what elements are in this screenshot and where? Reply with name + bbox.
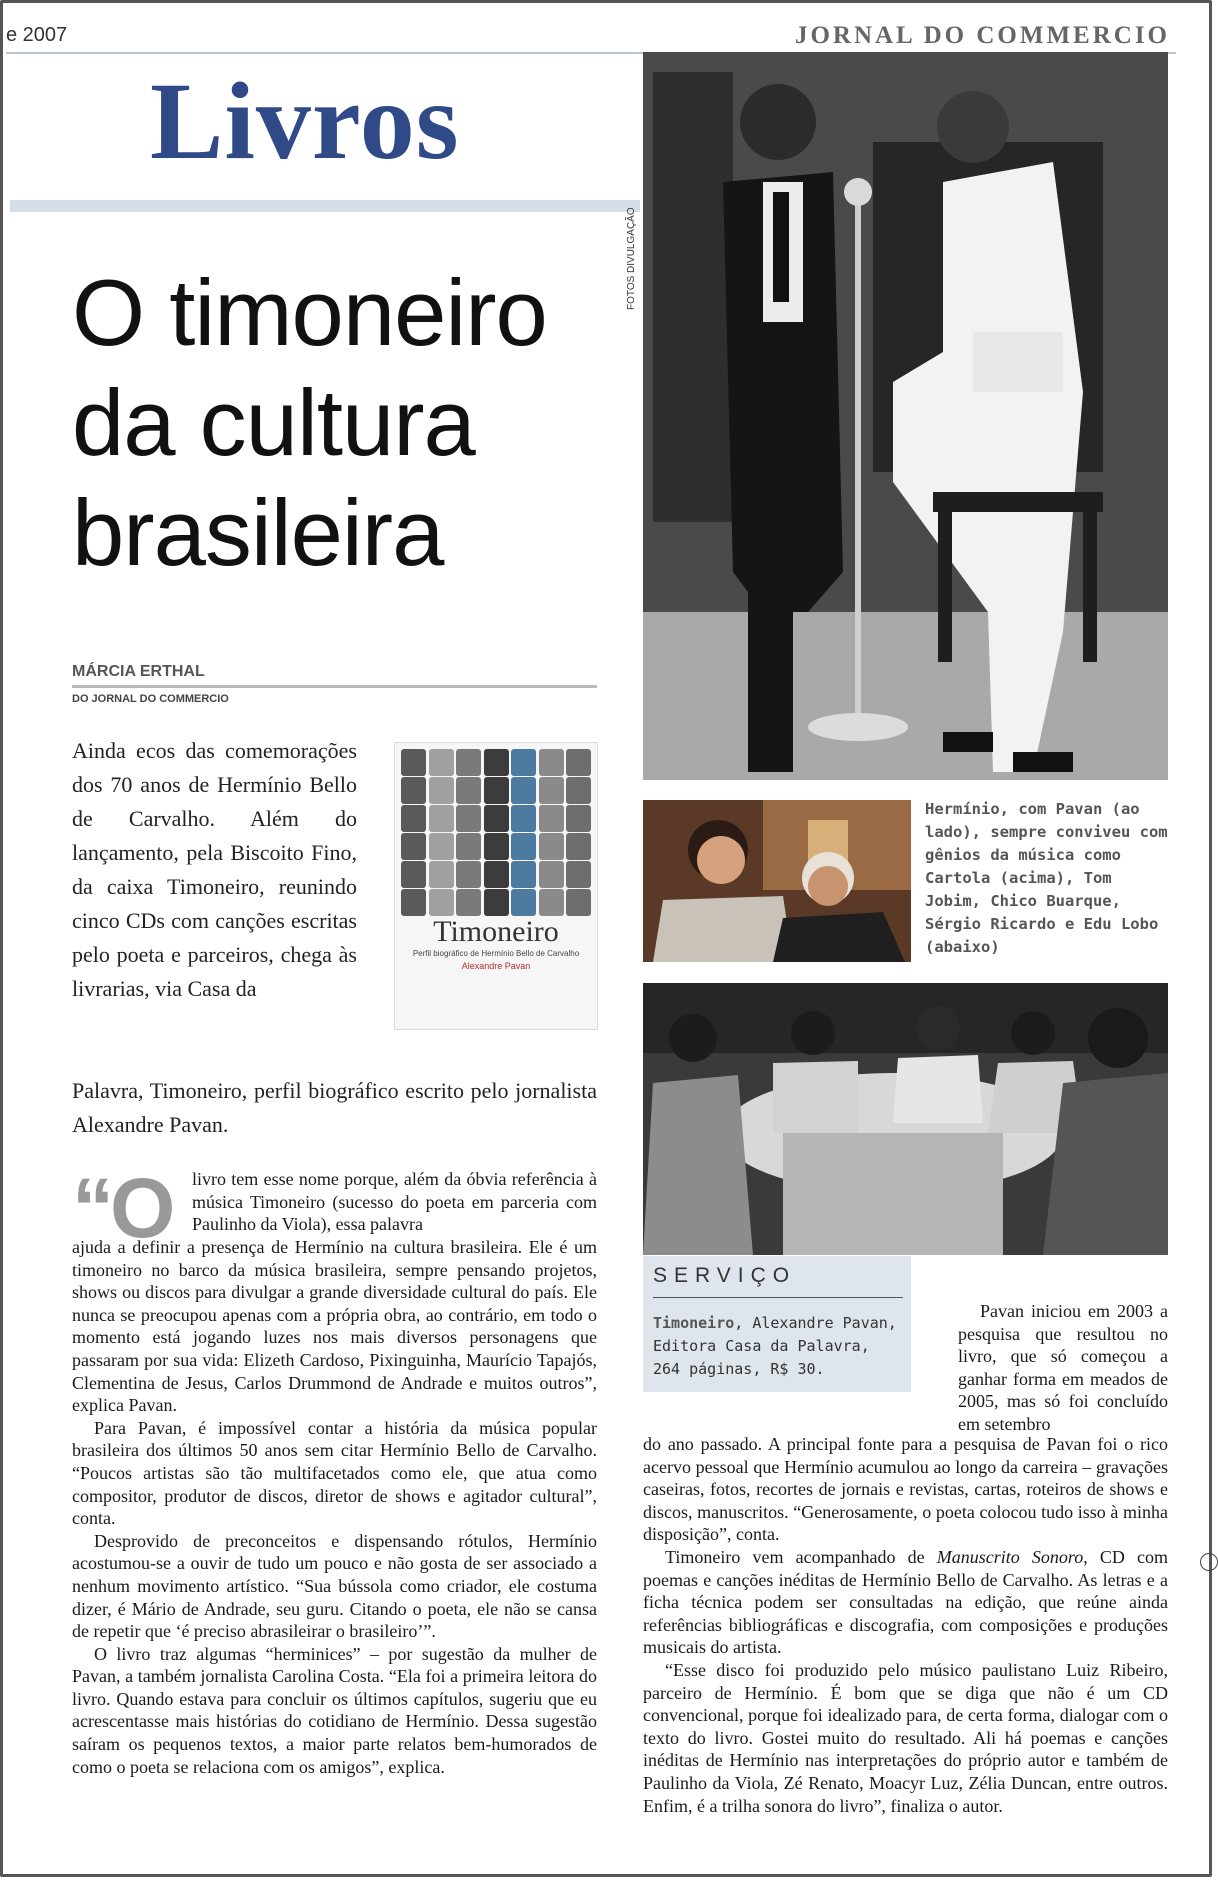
cover-portrait bbox=[429, 805, 454, 832]
cover-portrait bbox=[511, 805, 536, 832]
cover-portrait bbox=[401, 777, 426, 804]
cover-title: Timoneiro bbox=[433, 915, 559, 948]
body-right-column bbox=[643, 1433, 1168, 1817]
lead-paragraph-part1: Ainda ecos das comemorações dos 70 anos de Hermínio Bello de Carvalho. Além do lançamento, pela Biscoito Fino, da caixa Timoneiro, reunindo cinco CDs com canções escritas pelo poeta e parceiros, chega às livrarias, via Casa da bbox=[72, 738, 357, 1001]
photo-small-illustration bbox=[643, 800, 911, 962]
cover-portrait bbox=[511, 749, 536, 776]
cover-subtitle: Perfil biográfico de Hermínio Bello de Carvalho bbox=[412, 949, 580, 958]
cover-portrait bbox=[539, 861, 564, 888]
lead-paragraph-part2: Palavra, Timoneiro, perfil biográfico escrito pelo jornalista Alexandre Pavan. bbox=[72, 1078, 597, 1137]
newspaper-name: JORNAL DO COMMERCIO bbox=[794, 22, 1170, 49]
cover-portrait bbox=[511, 777, 536, 804]
cover-portrait bbox=[566, 749, 591, 776]
cover-portrait bbox=[484, 805, 509, 832]
cover-portrait bbox=[456, 777, 481, 804]
cover-portrait bbox=[511, 889, 536, 916]
cover-portrait bbox=[484, 777, 509, 804]
photo-caption: Hermínio, com Pavan (ao lado), sempre conviveu com gênios da música como Cartola (acima), Tom Jobim, Chico Buarque, Sérgio Ricardo e Edu Lobo (abaixo) bbox=[925, 800, 1168, 956]
headline: O timoneiro da cultura brasileira bbox=[72, 260, 547, 585]
cover-portrait bbox=[566, 889, 591, 916]
body-right-p2 bbox=[643, 1546, 1168, 1659]
cover-portrait bbox=[539, 833, 564, 860]
cover-portrait bbox=[401, 749, 426, 776]
body-right-p1-rest: do ano passado. A principal fonte para a pesquisa de Pavan foi o rico acervo pessoal que Hermínio acumulou ao longo da carreira – gravações caseiras, fotos, recortes de jornais e revistas, cartas, roteiros de shows e discos, manuscritos. “Generosamente, o poeta colocou tudo isso à minha disposição”, conta. bbox=[643, 1434, 1168, 1545]
cover-portrait bbox=[401, 861, 426, 888]
body-left-p2: Para Pavan, é impossível contar a história da música popular brasileira dos últimos 50 anos sem citar Hermínio Bello de Carvalho. “Poucos artistas são tão multifacetados como ele, que atua como compositor, produtor de discos, diretor de shows e agitador cultural”, conta. bbox=[72, 1417, 597, 1529]
body-left-p1-start: livro tem esse nome porque, além da óbvia referência à música Timoneiro (sucesso do poeta em parceria com Paulinho da Viola), essa palavra bbox=[192, 1169, 597, 1235]
body-left-p3: Desprovido de preconceitos e dispensando rótulos, Hermínio acostumou-se a ouvir de tudo um pouco e não gosta de ser associado a nenhum movimento artístico. “Sua bússola como criador, ele costuma dizer, é Mário de Andrade, seu guru. Citando o poeta, ele não se cansa de repetir que ‘é preciso abrasileirar o brasileiro’”. bbox=[72, 1530, 597, 1642]
section-title: Livros bbox=[150, 60, 460, 182]
service-rule bbox=[653, 1297, 903, 1298]
body-right-p2-b: , CD com poemas e canções inéditas de Hermínio Bello de Carvalho. As letras e a ficha técnica podem ser consultadas na edição, que reúne ainda referências bibliográficas e discografia, com composições e produções musicais do artista. bbox=[643, 1546, 1168, 1658]
cover-portrait bbox=[511, 861, 536, 888]
cover-portrait bbox=[484, 749, 509, 776]
cover-portrait bbox=[566, 805, 591, 832]
cover-portrait bbox=[484, 861, 509, 888]
cover-portrait bbox=[484, 889, 509, 916]
service-text bbox=[653, 1312, 903, 1381]
photo-herminio-cartola bbox=[643, 52, 1168, 780]
cover-portrait bbox=[429, 889, 454, 916]
cover-portrait bbox=[429, 777, 454, 804]
body-left-p1-rest: ajuda a definir a presença de Hermínio na cultura brasileira. Ele é um timoneiro no barco da música brasileira, sempre pensando projetos, shows ou discos para divulgar a grande diversidade cultural do país. Ele nunca se preocupou apenas com a própria obra, ao contrário, em todo o momento está jogando luzes nos mais diversos personagens que passaram por sua vida: Elizeth Cardoso, Pixinguinha, Maurício Tapajós, Clementina de Jesus, Carlos Drummond de Andrade e muitos outros”, explica Pavan. bbox=[72, 1237, 597, 1416]
photo-credit: FOTOS DIVULGAÇÃO bbox=[626, 207, 637, 310]
edition-date: e 2007 bbox=[6, 24, 68, 46]
body-right-p3: “Esse disco foi produzido pelo músico paulistano Luiz Ribeiro, parceiro de Hermínio. É bom que se diga que não é um CD convencional, porque foi idealizado para, de certa forma, dialogar com o texto do livro. Gostei muito do resultado. Ali há poemas e canções inéditas de Hermínio nas interpretações do próprio autor e também de Paulinho da Viola, Zé Renato, Moacyr Luz, Zélia Duncan, entre outros. Enfim, é a trilha sonora do livro”, finaliza o autor. bbox=[643, 1659, 1168, 1816]
service-title: SERVIÇO bbox=[653, 1264, 797, 1287]
body-right-p1-start-text: Pavan iniciou em 2003 a pesquisa que resultou no livro, que só começou a ganhar forma em meados de 2005, mas só foi concluído em setembro bbox=[958, 1301, 1168, 1434]
body-right-p1-start bbox=[958, 1300, 1168, 1436]
cover-portrait bbox=[456, 889, 481, 916]
drop-cap: “O bbox=[72, 1161, 172, 1255]
photo-group-musicians bbox=[643, 983, 1168, 1255]
photo-main-illustration bbox=[643, 52, 1168, 780]
cover-portrait bbox=[539, 805, 564, 832]
cover-portrait bbox=[484, 833, 509, 860]
cover-author: Alexandre Pavan bbox=[461, 961, 531, 971]
registration-mark-icon bbox=[1200, 1553, 1218, 1571]
cover-portrait bbox=[401, 833, 426, 860]
cover-portrait bbox=[511, 833, 536, 860]
cover-portrait bbox=[401, 889, 426, 916]
photo-group-illustration bbox=[643, 983, 1168, 1255]
body-left-p4: O livro traz algumas “herminices” – por sugestão da mulher de Pavan, a também jornalista Carolina Costa. “Ela foi a primeira leitora do livro. Quando estava para concluir os últimos capítulos, sugeriu que eu acrescentasse mais histórias do cotidiano de Hermínio. Dessa sugestão saíram os pequenos textos, a maior parte relatos bem-humorados de como o poeta se relaciona com os amigos”, explica. bbox=[72, 1643, 597, 1777]
service-book-title: Timoneiro bbox=[653, 1314, 735, 1332]
cover-portrait bbox=[456, 861, 481, 888]
cover-portrait bbox=[539, 889, 564, 916]
cover-portrait bbox=[566, 833, 591, 860]
cover-portrait bbox=[429, 833, 454, 860]
book-cover-image bbox=[394, 742, 598, 1030]
service-details: , Alexandre Pavan, Editora Casa da Palavra, 264 páginas, R$ 30. bbox=[653, 1314, 897, 1378]
cover-portrait bbox=[566, 861, 591, 888]
cover-portrait bbox=[456, 749, 481, 776]
cover-portrait bbox=[429, 861, 454, 888]
body-right-p2-a: Timoneiro vem acompanhado de bbox=[665, 1546, 937, 1567]
photo-herminio-pavan bbox=[643, 800, 911, 962]
cover-portrait bbox=[429, 749, 454, 776]
byline-rule bbox=[72, 685, 597, 688]
cover-portrait bbox=[456, 833, 481, 860]
cover-portrait bbox=[401, 805, 426, 832]
byline-author: MÁRCIA ERTHAL bbox=[72, 663, 205, 680]
byline-org: DO JORNAL DO COMMERCIO bbox=[72, 693, 229, 705]
cover-portrait bbox=[456, 805, 481, 832]
cover-portrait bbox=[539, 777, 564, 804]
body-right-p2-italic: Manuscrito Sonoro bbox=[936, 1546, 1084, 1567]
body-left-column bbox=[72, 1236, 597, 1778]
cover-portrait bbox=[539, 749, 564, 776]
cover-portrait bbox=[566, 777, 591, 804]
